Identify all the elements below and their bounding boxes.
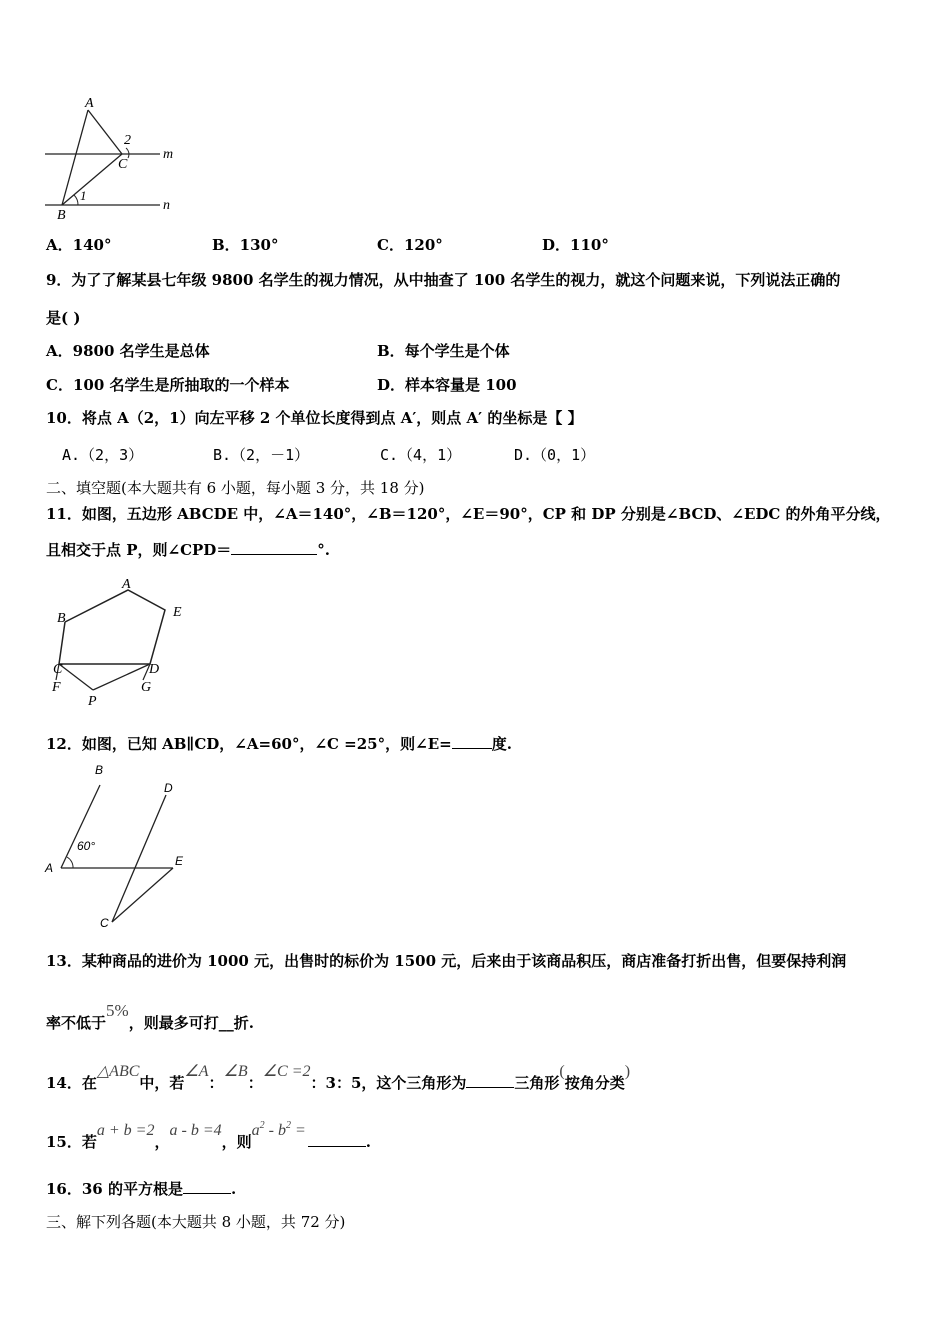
label-a: A	[45, 861, 54, 875]
segment-ac	[88, 110, 122, 154]
segment-bc	[62, 154, 122, 205]
label-c: C	[118, 157, 128, 172]
label-m: m	[163, 147, 174, 162]
section-2-heading: 二、填空题(本大题共有 6 小题，每小题 3 分，共 18 分)	[46, 479, 425, 497]
q15-equation-2: a - b =4	[169, 1122, 222, 1139]
q10-option-d[interactable]: D.（0，1）	[514, 446, 596, 464]
q15-comma: ，	[154, 1133, 170, 1151]
segment-ab	[61, 785, 100, 868]
q16-stem	[46, 1179, 236, 1199]
label-a: A	[122, 577, 131, 592]
q15-equation-1: a + b =2	[96, 1122, 155, 1139]
q14-right-paren: )	[624, 1063, 631, 1080]
figure-q12	[40, 760, 200, 935]
q11-stem-line2	[46, 540, 330, 560]
q10-stem: 10．将点 A（2，1）向左平移 2 个单位长度得到点 A′，则点 A′ 的坐标是【 】	[46, 409, 583, 427]
q12-stem	[46, 734, 512, 754]
q9-option-b[interactable]: B．每个学生是个体	[377, 342, 510, 360]
q8-option-a[interactable]: A．140°	[46, 236, 112, 254]
q12-tail: 度.	[491, 735, 512, 753]
q14-ratio: ：3：5，这个三角形为	[310, 1074, 467, 1092]
label-n: n	[163, 198, 170, 213]
q15-prefix: 15．若	[46, 1133, 97, 1151]
label-e: E	[173, 605, 182, 620]
q9-option-d[interactable]: D．样本容量是 100	[377, 376, 517, 394]
q15-answer-blank[interactable]	[308, 1132, 366, 1147]
q8-option-c[interactable]: C．120°	[377, 236, 443, 254]
q10-option-b[interactable]: B.（2，－1）	[213, 446, 310, 464]
q11-stem-text: 且相交于点 P，则∠CPD＝	[46, 541, 232, 559]
figure-q8	[40, 92, 190, 222]
q14-stem	[46, 1063, 631, 1094]
q13-stem-text: 率不低于	[46, 1014, 107, 1032]
q11-answer-blank[interactable]	[231, 540, 317, 555]
q14-prefix: 14．在	[46, 1074, 97, 1092]
q14-answer-blank[interactable]	[466, 1073, 514, 1088]
q12-stem-text: 12．如图，已知 AB∥CD，∠A=60°，∠C =25°，则∠E=	[46, 735, 452, 753]
label-a: A	[85, 96, 94, 111]
q11-degree: °.	[317, 541, 331, 559]
label-b: B	[57, 611, 66, 626]
q14-left-paren: (	[559, 1063, 565, 1080]
angle-arc-a	[67, 857, 73, 868]
q13-stem-tail: ，则最多可打__折.	[128, 1014, 254, 1032]
section-3-heading: 三、解下列各题(本大题共 8 小题，共 72 分)	[46, 1213, 346, 1231]
segment-cd	[112, 795, 166, 922]
label-b: B	[95, 763, 104, 777]
q9-stem-line2: 是( )	[46, 309, 81, 327]
q10-option-a[interactable]: A.（2，3）	[62, 446, 144, 464]
q10-option-c[interactable]: C.（4，1）	[380, 446, 462, 464]
label-c: C	[53, 662, 63, 677]
q15-stem: 15．若a + b =2，a - b =4，则$a^2 - b^2$ =.	[46, 1120, 371, 1151]
q14-post: 三角形	[514, 1074, 560, 1092]
q13-percent: 5%	[106, 1001, 129, 1020]
q9-option-a[interactable]: A．9800 名学生是总体	[46, 342, 210, 360]
label-d: D	[164, 781, 173, 795]
q15-then: ，则	[221, 1133, 252, 1151]
label-g: G	[141, 680, 152, 695]
q8-option-b[interactable]: B．130°	[212, 236, 279, 254]
q15-expression: $a^2 - b^2$ =	[251, 1120, 306, 1139]
q12-answer-blank[interactable]	[452, 734, 492, 749]
q14-angle-b: ∠B	[223, 1063, 248, 1080]
q16-answer-blank[interactable]	[183, 1179, 231, 1194]
label-e: E	[175, 854, 184, 868]
q9-option-c[interactable]: C．100 名学生是所抽取的一个样本	[46, 376, 290, 394]
q13-stem-line1: 13．某种商品的进价为 1000 元，出售时的标价为 1500 元，后来由于该商品积压，商店准备打折出售，但要保持利润	[46, 952, 847, 970]
label-angle-60: 60°	[77, 839, 96, 853]
label-1: 1	[80, 188, 87, 203]
q14-mid: 中，若	[139, 1074, 185, 1092]
q14-classification: 按角分类	[564, 1074, 625, 1092]
segment-cp	[59, 664, 93, 690]
q13-stem-line2	[46, 1001, 254, 1033]
q16-tail: .	[230, 1180, 237, 1198]
q14-angle-c: ∠C =2	[262, 1063, 311, 1080]
q9-stem-line1: 9．为了了解某县七年级 9800 名学生的视力情况，从中抽查了 100 名学生的视力，就这个问题来说，下列说法正确的	[46, 271, 841, 289]
q11-stem-line1: 11．如图，五边形 ABCDE 中，∠A＝140°，∠B＝120°，∠E＝90°，CP 和 DP 分别是∠BCD、∠EDC 的外角平分线，	[46, 505, 891, 523]
figure-q11	[40, 572, 200, 712]
q16-stem-text: 16．36 的平方根是	[46, 1180, 183, 1198]
label-f: F	[52, 680, 61, 695]
label-p: P	[88, 694, 97, 709]
pentagon	[59, 590, 165, 664]
segment-ce	[112, 868, 173, 922]
q14-sep: ：	[247, 1074, 263, 1092]
q14-triangle: △ABC	[96, 1063, 140, 1080]
label-b: B	[57, 208, 66, 222]
q8-option-d[interactable]: D．110°	[542, 236, 609, 254]
angle-arc-1	[74, 195, 78, 205]
label-d: D	[149, 662, 160, 677]
q14-sep: ：	[208, 1074, 224, 1092]
label-2: 2	[124, 133, 131, 148]
label-c: C	[100, 916, 109, 930]
q14-angle-a: ∠A	[184, 1063, 209, 1080]
